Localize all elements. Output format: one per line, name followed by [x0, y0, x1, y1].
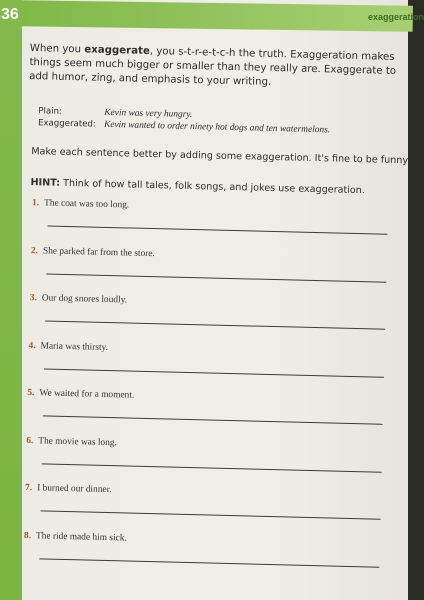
page-number: 36 [1, 6, 19, 23]
top-green-band [0, 0, 424, 32]
exercise-prompt [26, 436, 117, 448]
exercise-prompt [30, 293, 128, 305]
exercise-number: 3. [29, 293, 37, 304]
exercise-number: 6. [26, 435, 34, 446]
exercise-prompt [32, 198, 129, 210]
directions: Make each sentence better by adding some exaggeration. It's fine to be funny! [31, 146, 413, 167]
intro-part2: , you s-t-r-e-t-c-h the truth. Exaggeration makes things seem much bigger or smaller than they really are. Exaggerate to add humor, zing, and emphasis to your writing. [29, 45, 397, 88]
exercise-sentence: The movie was long. [38, 435, 118, 448]
exercise-sentence: The ride made him sick. [35, 530, 127, 544]
exercise-item [21, 530, 394, 587]
answer-line[interactable] [44, 368, 384, 377]
intro-paragraph [29, 42, 406, 93]
exercise-number: 8. [23, 530, 32, 541]
exercise-sentence: The coat was too long. [43, 198, 130, 211]
answer-line[interactable] [47, 225, 387, 234]
hint-label: HINT: [30, 177, 61, 189]
answer-line[interactable] [42, 463, 382, 472]
example-label: Exaggerated: [37, 118, 96, 130]
exercise-number: 7. [24, 483, 33, 494]
exercise-prompt [24, 531, 127, 544]
example-block [38, 104, 404, 137]
exercise-sentence: Our dog snores loudly. [41, 293, 128, 306]
exercise-number: 4. [28, 340, 36, 351]
worksheet-content [17, 42, 413, 587]
exercise-prompt [31, 246, 155, 259]
intro-term: exaggerate [84, 44, 150, 57]
exercise-prompt [25, 483, 112, 495]
answer-line[interactable] [45, 320, 385, 329]
exercise-prompt [27, 388, 134, 401]
exercise-number: 1. [31, 198, 40, 209]
answer-line[interactable] [39, 558, 379, 567]
exercise-sentence: She parked far from the store. [42, 245, 155, 259]
example-label: Plain: [38, 106, 63, 117]
exercise-prompt [28, 341, 108, 353]
running-head: exaggeration [368, 12, 424, 22]
exercise-list [21, 198, 402, 587]
hint-text: Think of how tall tales, folk songs, and jokes use exaggeration. [59, 177, 366, 197]
exercise-sentence: Maria was thirsty. [40, 340, 109, 353]
answer-line[interactable] [41, 510, 381, 519]
exercise-number: 5. [27, 388, 35, 399]
intro-part1: When you [29, 42, 85, 56]
exercise-sentence: I burned our dinner. [37, 483, 112, 496]
hint [30, 177, 402, 197]
example-text: Kevin was very hungry. [104, 107, 193, 120]
answer-line[interactable] [46, 273, 386, 282]
example-text: Kevin wanted to order ninety hot dogs and ten watermelons. [103, 119, 331, 136]
exercise-number: 2. [30, 245, 39, 256]
answer-line[interactable] [43, 415, 383, 424]
exercise-sentence: We waited for a moment. [39, 388, 135, 401]
